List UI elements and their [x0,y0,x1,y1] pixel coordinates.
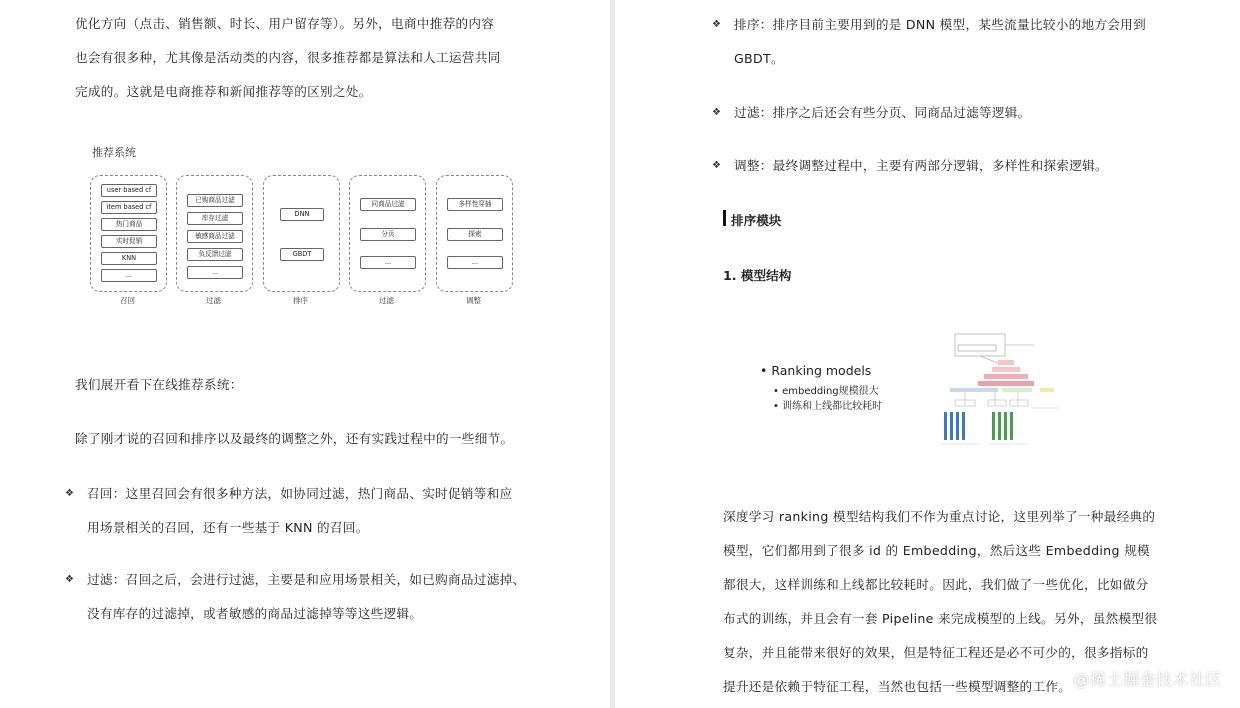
online-line: 我们展开看下在线推荐系统： [75,377,243,392]
ranking-model-figure [745,330,1115,455]
diagram-item: 敏感商品过滤 [187,230,243,243]
diagram-item: 热门商品 [101,218,157,231]
diamond-bullet-icon: ❖ [65,574,75,585]
diagram-item: ... [447,256,503,269]
diamond-bullet-icon: ❖ [65,488,75,499]
diagram-caption: 调整 [466,296,481,305]
bullet-line: 用场景相关的召回，还有一些基于 KNN 的召回。 [87,520,369,535]
bullet-adjust [712,149,1108,183]
diagram-caption: 排序 [293,296,308,305]
bullet-line: 过滤：召回之后，会进行过滤，主要是和应用场景相关，如已购商品过滤掉、 [87,572,526,587]
diagram-column-ranking [263,175,340,292]
diamond-bullet-icon: ❖ [712,160,722,171]
bullet-ranking [712,8,1146,76]
bullet-line: 过滤：排序之后还会有些分页、同商品过滤等逻辑。 [734,105,1031,120]
diagram-item: user based cf [101,184,157,197]
diagram-item: 负反馈过滤 [187,248,243,261]
paragraph-line: 模型，它们都用到了很多 id 的 Embedding，然后这些 Embedding 规模 [723,543,1150,558]
diagram-column-adjust [436,175,513,292]
diagram-item: 探索 [447,228,503,241]
model-architecture-illustration [940,330,1100,455]
intro-line: 完成的。这就是电商推荐和新闻推荐等的区别之处。 [75,84,372,99]
section-title: 排序模块 [731,213,782,228]
diagram-caption: 召回 [120,296,135,305]
recommendation-system-diagram [82,140,522,315]
diagram-item: KNN [101,252,157,265]
diagram-item: ... [101,269,157,282]
diagram-item: 多样性穿插 [447,198,503,211]
paragraph-line: 都很大，这样训练和上线都比较耗时。因此，我们做了一些优化，比如做分 [723,577,1149,592]
diamond-bullet-icon: ❖ [712,19,722,30]
paragraph-line: 复杂，并且能带来很好的效果，但是特征工程还是必不可少的，很多指标的 [723,645,1149,660]
diagram-item: item based cf [101,201,157,214]
bullet-recall [65,477,513,545]
bullet-filter [65,563,525,631]
subsection-title: 1. 模型结构 [723,268,792,283]
online-system-text [75,368,243,402]
paragraph-line: 布式的训练，并且会有一套 Pipeline 来完成模型的上线。另外，虽然模型很 [723,611,1158,626]
diagram-item: GBDT [280,248,324,261]
detail-text [75,422,513,456]
bullet-post-filter [712,96,1031,130]
figure-title: • Ranking models [760,363,872,378]
diagram-item: ... [360,256,416,269]
watermark: @稀土掘金技术社区 [1073,670,1222,689]
bullet-line: 调整：最终调整过程中，主要有两部分逻辑，多样性和探索逻辑。 [734,158,1108,173]
section-marker [723,210,726,226]
diagram-item: DNN [280,208,324,221]
bullet-line: 召回：这里召回会有很多种方法，如协同过滤，热门商品、实时促销等和应 [87,486,513,501]
diagram-caption: 过滤 [379,296,394,305]
diagram-item: 分页 [360,228,416,241]
paragraph-line: 提升还是依赖于特征工程，当然也包括一些模型调整的工作。 [723,679,1072,694]
left-page [0,0,610,708]
diagram-item: 同商品过滤 [360,198,416,211]
diagram-caption: 过滤 [206,296,221,305]
detail-line: 除了刚才说的召回和排序以及最终的调整之外，还有实践过程中的一些细节。 [75,431,514,446]
intro-line: 也会有很多种，尤其像是活动类的内容，很多推荐都是算法和人工运营共同 [75,50,501,65]
intro-paragraph [75,7,501,109]
intro-line: 优化方向（点击、销售额、时长、用户留存等）。另外，电商中推荐的内容 [75,16,495,31]
bullet-line: 没有库存的过滤掉，或者敏感的商品过滤掉等等这些逻辑。 [87,606,423,621]
diagram-column-post-filter [349,175,426,292]
paragraph-line: 深度学习 ranking 模型结构我们不作为重点讨论，这里列举了一种最经典的 [723,509,1156,524]
diagram-item: 已购商品过滤 [187,194,243,207]
diagram-item: ... [187,266,243,279]
diagram-title: 推荐系统 [92,146,136,159]
diagram-column-recall [90,175,167,292]
bullet-line: GBDT。 [734,51,784,66]
figure-line: • embedding规模很大 [773,386,879,397]
diagram-column-filter [176,175,253,292]
figure-line: • 训练和上线都比较耗时 [773,401,883,412]
diagram-item: 实时促销 [101,235,157,248]
bullet-line: 排序：排序目前主要用到的是 DNN 模型，某些流量比较小的地方会用到 [734,17,1146,32]
right-page [615,0,1240,708]
diagram-item: 库存过滤 [187,212,243,225]
diamond-bullet-icon: ❖ [712,107,722,118]
